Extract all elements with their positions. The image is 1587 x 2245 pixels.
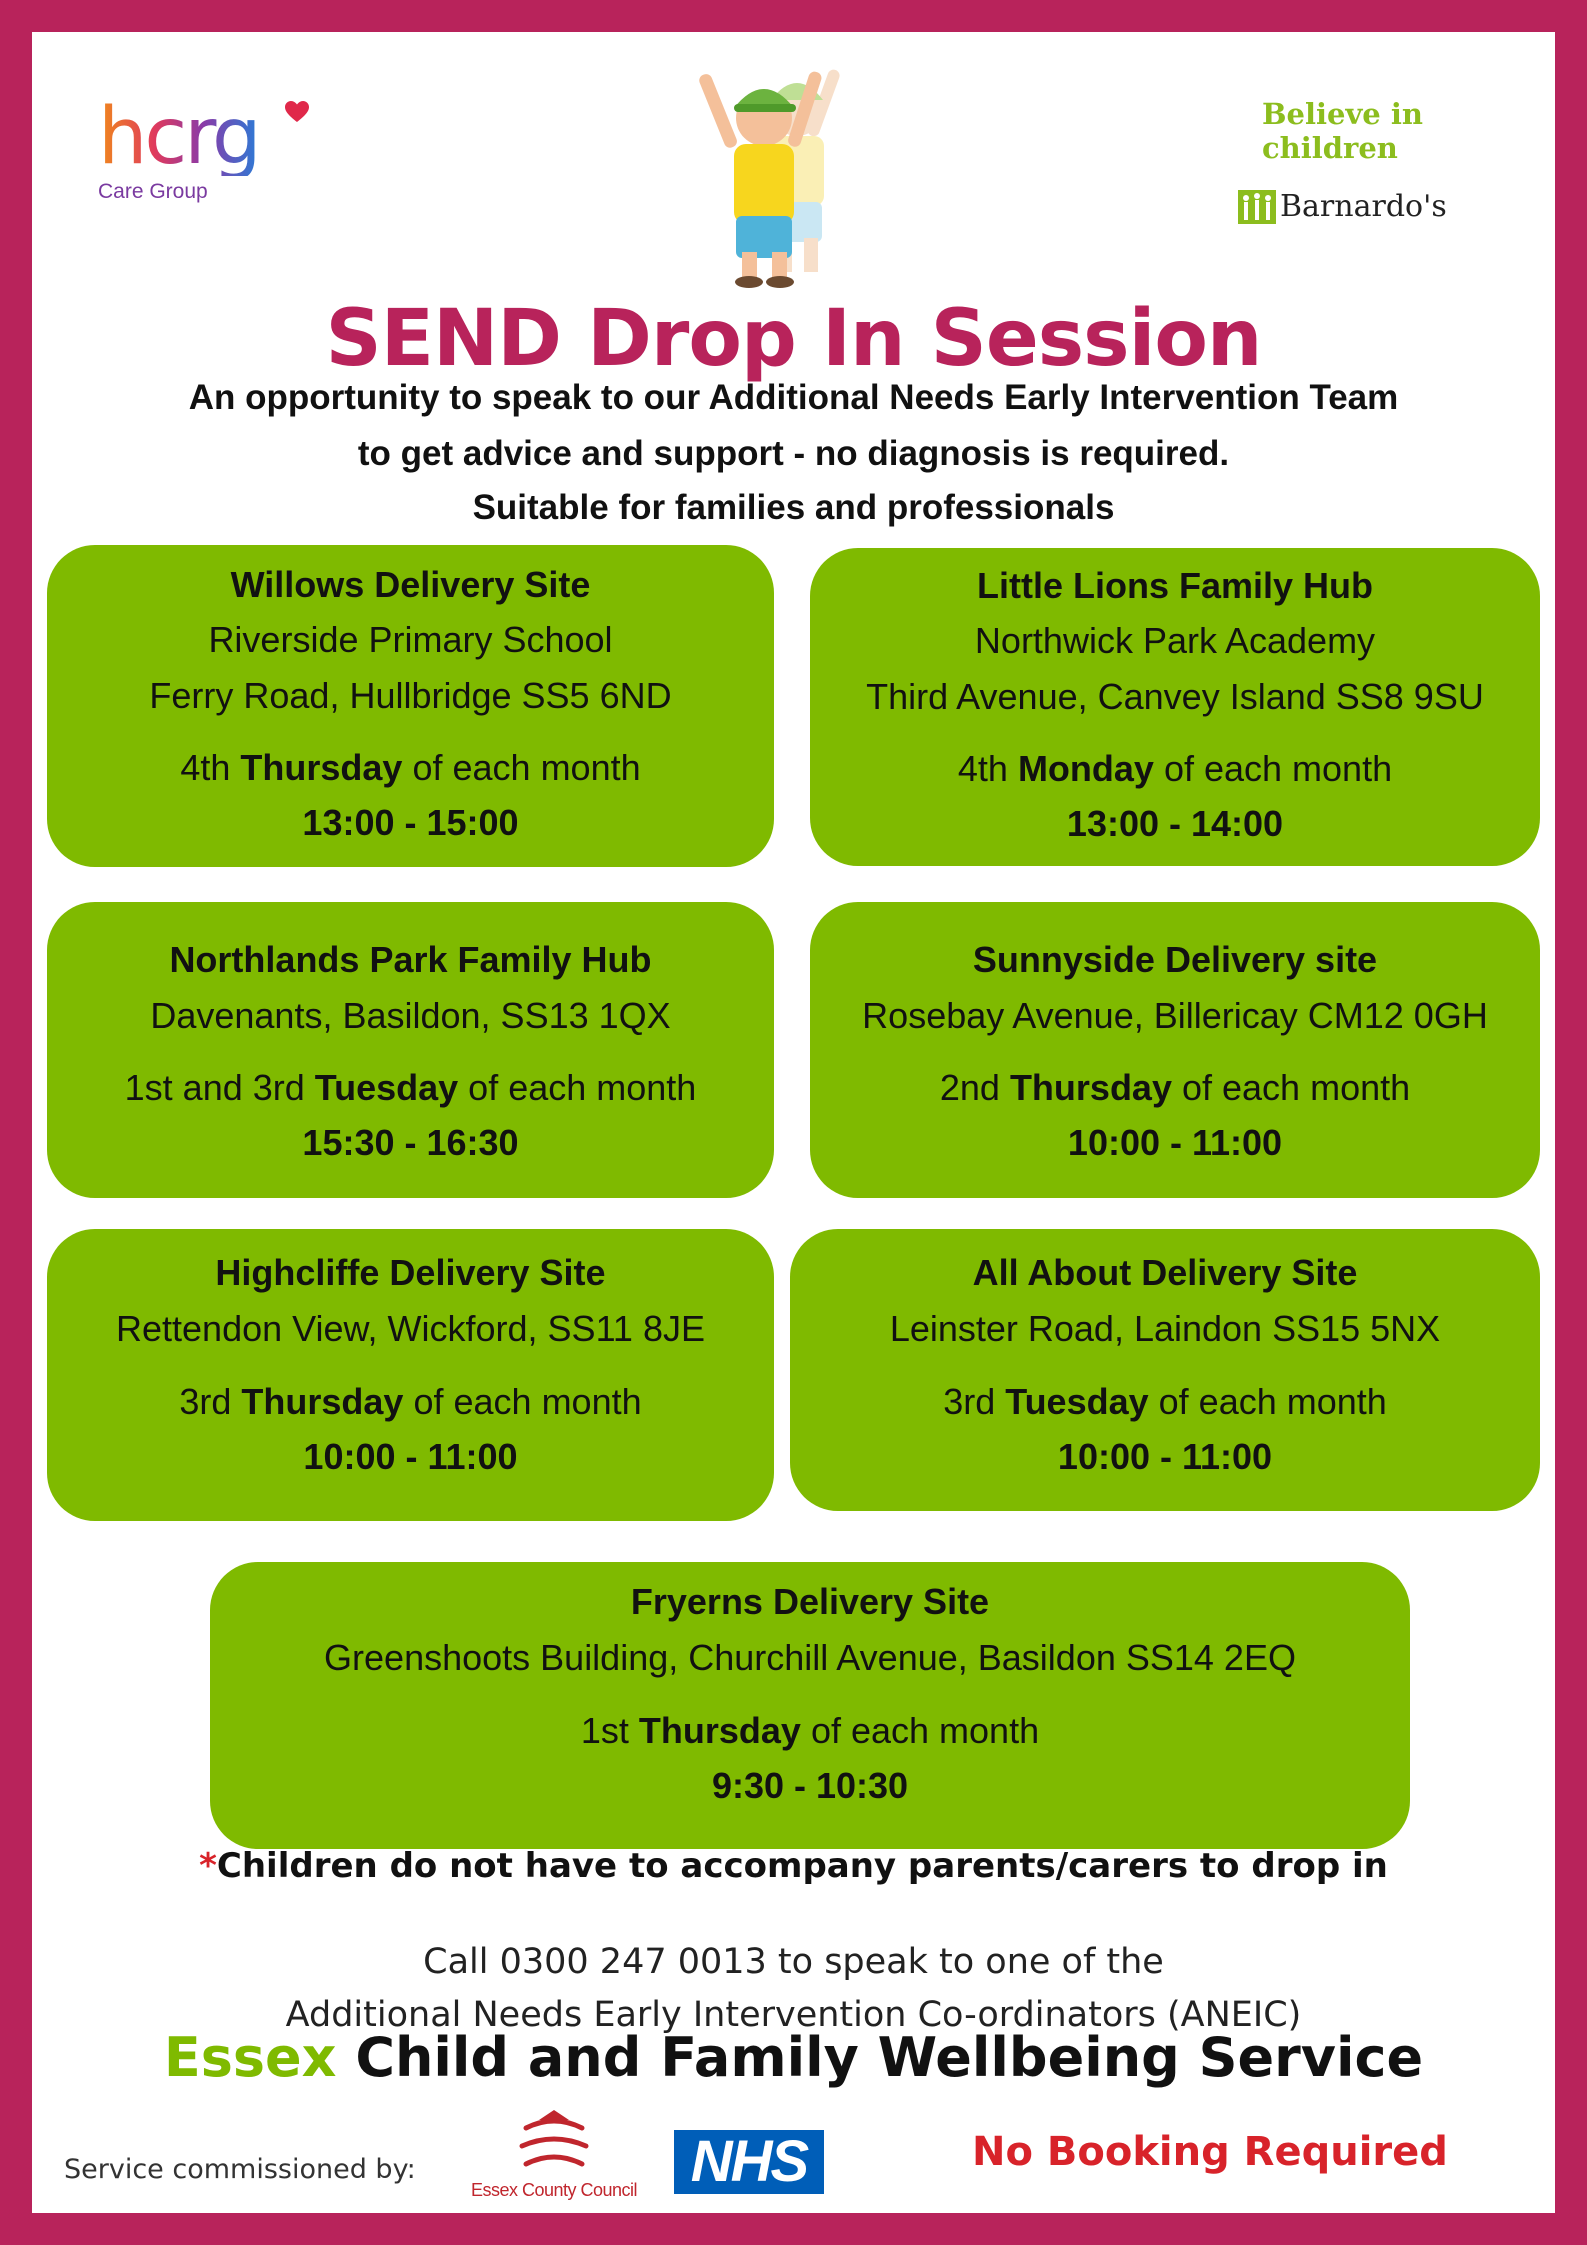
page-title: SEND Drop In Session [325, 294, 1262, 384]
site-name: All About Delivery Site [972, 1252, 1358, 1293]
barnardos-name: Barnardo's [1280, 189, 1447, 224]
barnardos-logo [1232, 97, 1522, 240]
site-name: Willows Delivery Site [230, 564, 591, 605]
site-schedule: 1st and 3rd Tuesday of each month [124, 1067, 697, 1108]
essex-county-council-name: Essex County Council [470, 2180, 638, 2200]
site-time: 13:00 - 15:00 [302, 802, 519, 843]
site-address-line: Northwick Park Academy [974, 620, 1376, 661]
essex-county-council-logo [454, 2110, 654, 2206]
site-name: Sunnyside Delivery site [972, 939, 1378, 980]
note-asterisk: * [199, 1846, 217, 1886]
intro-line-1: An opportunity to speak to our Additional Needs Early Intervention Team [188, 378, 1399, 417]
site-address-line: Rettendon View, Wickford, SS11 8JE [116, 1308, 705, 1349]
site-time: 10:00 - 11:00 [1057, 1436, 1273, 1477]
site-card-northlands-park [47, 902, 774, 1198]
site-schedule: 4th Thursday of each month [180, 747, 641, 788]
site-card-willows [47, 545, 774, 867]
intro-line-3: Suitable for families and professionals [472, 488, 1115, 527]
site-time: 10:00 - 11:00 [1067, 1122, 1283, 1163]
nhs-logo: NHS [674, 2130, 824, 2194]
service-name: Essex Child and Family Wellbeing Service [163, 2026, 1424, 2089]
hcrg-logo [98, 92, 318, 238]
no-booking-required: No Booking Required [972, 2129, 1448, 2175]
essex-seaxes-icon [454, 2110, 654, 2180]
site-card-fryerns [210, 1562, 1410, 1849]
site-schedule: 4th Monday of each month [957, 748, 1393, 789]
site-time: 13:00 - 14:00 [1066, 803, 1284, 844]
site-address-line: Greenshoots Building, Churchill Avenue, Basildon SS14 2EQ [324, 1637, 1296, 1678]
barnardos-tagline-1: Believe in [1262, 97, 1423, 131]
site-address-line: Ferry Road, Hullbridge SS5 6ND [149, 675, 672, 716]
site-time: 10:00 - 11:00 [303, 1436, 518, 1477]
site-schedule: 2nd Thursday of each month [939, 1067, 1411, 1108]
site-address-line: Riverside Primary School [208, 619, 613, 660]
barnardos-mark-icon [1238, 190, 1276, 224]
site-address-line: Rosebay Avenue, Billericay CM12 0GH [862, 995, 1488, 1036]
barnardos-tagline-2: children [1262, 131, 1398, 165]
site-name: Highcliffe Delivery Site [215, 1252, 606, 1293]
site-card-sunnyside [810, 902, 1540, 1198]
site-address-line: Third Avenue, Canvey Island SS8 9SU [866, 676, 1484, 717]
site-card-all-about [790, 1229, 1540, 1511]
note-text: Children do not have to accompany parents/carers to drop in [216, 1846, 1388, 1886]
heart-icon [284, 100, 310, 124]
site-address-line: Davenants, Basildon, SS13 1QX [150, 995, 671, 1036]
site-time: 15:30 - 16:30 [302, 1122, 519, 1163]
site-schedule: 3rd Thursday of each month [179, 1381, 642, 1422]
site-card-highcliffe [47, 1229, 774, 1521]
children-illustration [672, 52, 902, 292]
attendance-note [32, 1846, 1555, 1886]
hcrg-logo-word: hcrg [98, 92, 259, 182]
site-name: Fryerns Delivery Site [630, 1581, 990, 1622]
site-schedule: 1st Thursday of each month [580, 1710, 1040, 1751]
site-schedule: 3rd Tuesday of each month [943, 1381, 1387, 1422]
site-address-line: Leinster Road, Laindon SS15 5NX [889, 1308, 1441, 1349]
site-name: Northlands Park Family Hub [169, 939, 652, 980]
intro-line-2: to get advice and support - no diagnosis is required. [357, 434, 1230, 473]
flyer-page [32, 32, 1555, 2213]
call-line-2: Additional Needs Early Intervention Co-ordinators (ANEIC) [285, 1995, 1302, 2035]
site-name: Little Lions Family Hub [976, 565, 1374, 606]
hcrg-logo-subtitle: Care Group [98, 180, 208, 203]
site-time: 9:30 - 10:30 [711, 1765, 909, 1806]
commissioned-by-label: Service commissioned by: [64, 2154, 416, 2185]
call-line-1: Call 0300 247 0013 to speak to one of the [423, 1942, 1164, 1982]
site-card-little-lions [810, 548, 1540, 866]
